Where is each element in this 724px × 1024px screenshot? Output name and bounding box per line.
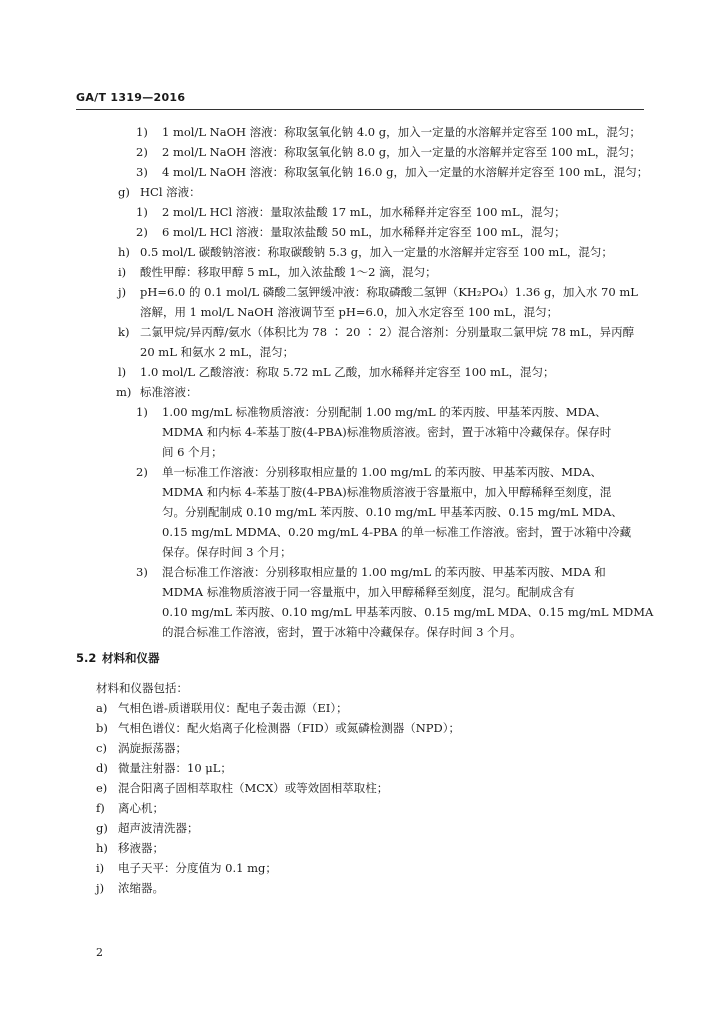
list-item: 单一标准工作溶液：分别移取相应量的 1.00 mg/mL 的苯丙胺、甲基苯丙胺、MDA、 [162,465,603,479]
list-item: 离心机； [118,801,164,815]
list-marker: l) [118,365,127,379]
list-marker: d) [96,761,108,775]
list-item-continuation: 溶解，用 1 mol/L NaOH 溶液调节至 pH=6.0，加入水定容至 100 mL，混匀； [140,305,559,319]
list-item-continuation: 的混合标准工作溶液，密封，置于冰箱中冷藏保存。保存时间 3 个月。 [162,625,522,639]
list-item: 6 mol/L HCl 溶液：量取浓盐酸 50 mL，加水稀释并定容至 100 mL，混匀； [162,225,566,239]
list-item-continuation: MDMA 和内标 4-苯基丁胺(4-PBA)标准物质溶液。密封，置于冰箱中冷藏保存。保存时 [162,425,612,439]
list-marker: f) [96,801,105,815]
list-marker: 2) [136,465,148,479]
list-marker: i) [118,265,127,279]
list-item-continuation: 20 mL 和氨水 2 mL，混匀； [140,345,295,359]
list-marker: 2) [136,225,148,239]
list-item: 二氯甲烷/异丙醇/氨水（体积比为 78 ∶ 20 ∶ 2）混合溶剂：分别量取二氯甲烷 78 mL，异丙醇 [140,325,635,339]
list-item: 浓缩器。 [118,881,164,895]
list-item: 2 mol/L NaOH 溶液：称取氢氧化钠 8.0 g，加入一定量的水溶解并定容至 100 mL，混匀； [162,145,641,159]
list-marker: h) [96,841,108,855]
list-item: HCl 溶液： [140,185,201,199]
list-item: 2 mol/L HCl 溶液：量取浓盐酸 17 mL，加水稀释并定容至 100 mL，混匀； [162,205,566,219]
list-item: 涡旋振荡器； [118,741,187,755]
list-marker: j) [96,881,105,895]
list-marker: b) [96,721,108,735]
list-item: 混合阳离子固相萃取柱（MCX）或等效固相萃取柱； [118,781,389,795]
list-marker: 1) [136,405,148,419]
list-item: 4 mol/L NaOH 溶液：称取氢氧化钠 16.0 g，加入一定量的水溶解并定容至 100 mL，混匀； [162,165,649,179]
section-number: 5.2 [76,651,97,665]
list-item: 气相色谱-质谱联用仪：配电子轰击源（EI）； [118,701,348,715]
list-item: 微量注射器：10 μL； [118,761,232,775]
list-item: 0.5 mol/L 碳酸钠溶液：称取碳酸钠 5.3 g，加入一定量的水溶解并定容至 100 mL，混匀； [140,245,613,259]
list-item: 1.00 mg/mL 标准物质溶液：分别配制 1.00 mg/mL 的苯丙胺、甲基苯丙胺、MDA、 [162,405,607,419]
list-marker: 1) [136,125,148,139]
list-marker: a) [96,701,108,715]
standard-id-header: GA/T 1319—2016 [76,91,186,104]
list-item: 电子天平：分度值为 0.1 mg； [118,861,277,875]
page-number: 2 [96,946,103,959]
list-marker: k) [118,325,130,339]
list-marker: 3) [136,565,148,579]
list-item-continuation: 间 6 个月； [162,445,223,459]
list-marker: m) [116,385,132,399]
list-item: 气相色谱仪：配火焰离子化检测器（FID）或氮磷检测器（NPD）； [118,721,461,735]
list-item-continuation: 0.15 mg/mL MDMA、0.20 mg/mL 4-PBA 的单一标准工作溶液。密封，置于冰箱中冷藏 [162,525,632,539]
list-item-continuation: 匀。分别配制成 0.10 mg/mL 苯丙胺、0.10 mg/mL 甲基苯丙胺、0.15 mg/mL MDA、 [162,505,623,519]
list-item: 标准溶液： [140,385,198,399]
list-item: 酸性甲醇：移取甲醇 5 mL，加入浓盐酸 1～2 滴，混匀； [140,265,437,279]
list-marker: e) [96,781,108,795]
list-marker: 2) [136,145,148,159]
list-marker: g) [96,821,108,835]
list-item-continuation: MDMA 标准物质溶液于同一容量瓶中，加入甲醇稀释至刻度，混匀。配制成含有 [162,585,575,599]
section-title: 材料和仪器 [102,651,160,665]
list-marker: h) [118,245,130,259]
list-marker: g) [118,185,130,199]
list-marker: j) [118,285,127,299]
list-marker: c) [96,741,107,755]
list-item-continuation: MDMA 和内标 4-苯基丁胺(4-PBA)标准物质溶液于容量瓶中，加入甲醇稀释至刻度，混 [162,485,612,499]
list-marker: 3) [136,165,148,179]
list-item: 1 mol/L NaOH 溶液：称取氢氧化钠 4.0 g，加入一定量的水溶解并定容至 100 mL，混匀； [162,125,641,139]
list-item: pH=6.0 的 0.1 mol/L 磷酸二氢钾缓冲液：称取磷酸二氢钾（KH₂PO₄）1.36 g，加入水 70 mL [140,285,638,299]
materials-intro: 材料和仪器包括： [96,681,188,695]
list-item: 移液器； [118,841,164,855]
list-item-continuation: 0.10 mg/mL 苯丙胺、0.10 mg/mL 甲基苯丙胺、0.15 mg/mL MDA、0.15 mg/mL MDMA [162,605,654,619]
list-marker: 1) [136,205,148,219]
list-item-continuation: 保存。保存时间 3 个月； [162,545,292,559]
list-item: 1.0 mol/L 乙酸溶液：称取 5.72 mL 乙酸，加水稀释并定容至 100 mL，混匀； [140,365,555,379]
list-marker: i) [96,861,105,875]
list-item: 混合标准工作溶液：分别移取相应量的 1.00 mg/mL 的苯丙胺、甲基苯丙胺、MDA 和 [162,565,606,579]
list-item: 超声波清洗器； [118,821,199,835]
header-rule [76,109,644,110]
